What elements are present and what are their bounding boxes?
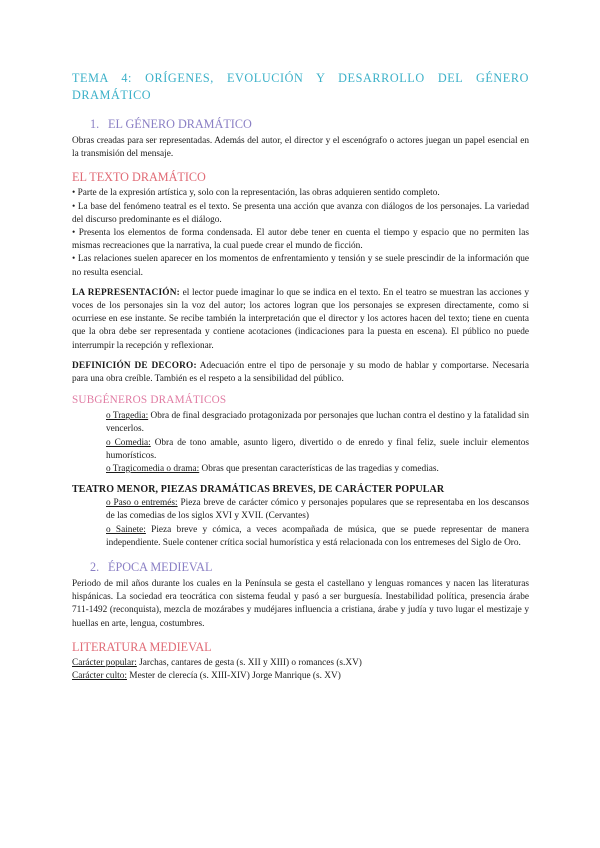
decoro-paragraph <box>72 360 529 386</box>
section-1-intro: Obras creadas para ser representadas. Además del autor, el director y el escenógrafo o actores juegan un papel esencial en la transmisión del mensaje. <box>72 136 529 160</box>
section-1-heading <box>72 116 529 132</box>
document-title: TEMA 4: ORÍGENES, EVOLUCIÓN Y DESARROLLO DEL GÉNERO DRAMÁTICO <box>72 71 529 102</box>
texto-bullet-1: • Parte de la expresión artística y, solo con la representación, las obras adquieren sentido completo. <box>72 188 440 199</box>
literatura-culto <box>72 670 529 683</box>
section-2-heading <box>72 559 529 575</box>
section-2-title: ÉPOCA MEDIEVAL <box>108 560 213 575</box>
tragedia-text: Obra de final desgraciado protagonizada por personajes que luchan contra el destino y la fatalidad sin vencerlos. <box>106 411 529 435</box>
tragicomedia-label: o Tragicomedia o drama: <box>106 464 200 475</box>
decoro-label: DEFINICIÓN DE DECORO: <box>72 360 197 371</box>
culto-text: Mester de clerecía (s. XIII-XIV) Jorge Manrique (s. XV) <box>126 671 341 682</box>
sainete-label: o Sainete: <box>106 524 146 535</box>
texto-bullet-3: • Presenta los elementos de forma condensada. El autor debe tener en cuenta el tiempo y espacio que no permiten las mismas recreaciones que la narrativa, la cual puede crear el mundo de ficción. <box>72 228 529 252</box>
representacion-text: el lector puede imaginar lo que se indica en el texto. En el teatro se muestran las acciones y voces de los personajes sin la voz del autor; los actores logran que los personajes se expresen directamente, como si ocurriese en ese instante. Se recibe también la interpretación que el director y los actores hacen del texto; tiene en cuenta que la obra debe ser representada y contiene acotaciones (indicaciones para la puesta en escena). El público no puede interrumpir la recepción y reflexionar. <box>72 287 529 351</box>
paso-text: Pieza breve de carácter cómico y personajes populares que se representaba en los descansos de las comedias de los siglos XVI y XVII. (Cervantes) <box>106 498 529 522</box>
teatro-menor-paso <box>72 497 529 523</box>
section-2-number: 2. <box>90 560 100 575</box>
subgenero-tragicomedia <box>72 463 529 476</box>
representacion-paragraph <box>72 287 529 353</box>
comedia-label: o Comedia: <box>106 437 151 448</box>
texto-bullet-4: • Las relaciones suelen aparecer en los momentos de enfrentamiento y tensión y se suele prescindir de la información que no resulta esencial. <box>72 254 529 278</box>
paso-label: o Paso o entremés: <box>106 498 178 509</box>
popular-label: Carácter popular: <box>72 657 137 668</box>
document-body <box>72 70 529 683</box>
subgeneros-heading: SUBGÉNEROS DRAMÁTICOS <box>72 394 227 407</box>
subgenero-tragedia <box>72 410 529 436</box>
teatro-menor-heading: TEATRO MENOR, PIEZAS DRAMÁTICAS BREVES, DE CARÁCTER POPULAR <box>72 484 445 496</box>
representacion-label: LA REPRESENTACIÓN: <box>72 287 180 298</box>
section-1-number: 1. <box>90 117 100 131</box>
tragicomedia-text: Obras que presentan características de las tragedias y comedias. <box>199 464 439 475</box>
literatura-medieval-heading: LITERATURA MEDIEVAL <box>72 639 212 654</box>
teatro-menor-sainete <box>72 524 529 550</box>
literatura-popular <box>72 657 529 670</box>
decoro-text: Adecuación entre el tipo de personaje y su modo de hablar y comportarse. Necesaria para una obra creíble. También es el respeto a la sensibilidad del público. <box>72 360 529 385</box>
texto-bullet-2: • La base del fenómeno teatral es el texto. Se presenta una acción que avanza con diálogos de los personajes. La variedad del discurso predominante es el diálogo. <box>72 201 529 225</box>
texto-dramatico-heading: EL TEXTO DRAMÁTICO <box>72 170 206 185</box>
tragedia-label: o Tragedia: <box>106 411 149 422</box>
comedia-text: Obra de tono amable, asunto ligero, divertido o de enredo y final feliz, suele incluir elementos humorísticos. <box>106 437 529 461</box>
sainete-text: Pieza breve y cómica, a veces acompañada de música, que se puede representar de manera independiente. Suele contener crítica social humorística y está relacionada con los entremeses del Siglo de Oro. <box>106 524 530 548</box>
subgenero-comedia <box>72 437 529 463</box>
culto-label: Carácter culto: <box>72 671 127 682</box>
popular-text: Jarchas, cantares de gesta (s. XII y XIII) o romances (s.XV) <box>136 657 362 668</box>
section-1-title: EL GÉNERO DRAMÁTICO <box>108 117 252 131</box>
section-2-text: Periodo de mil años durante los cuales en la Península se gesta el castellano y lenguas romances y nacen las literaturas hispánicas. La sociedad era teocrática con sistema feudal y pasó a ser burguesía. Inestabilidad política, presencia árabe 711-1492 (reconquista), mezcla de mozárabes y mudéjares influencia a cristiana, árabe y judía y tuvo lugar el mestizaje y huellas en arte, lengua, costumbres. <box>72 579 529 629</box>
